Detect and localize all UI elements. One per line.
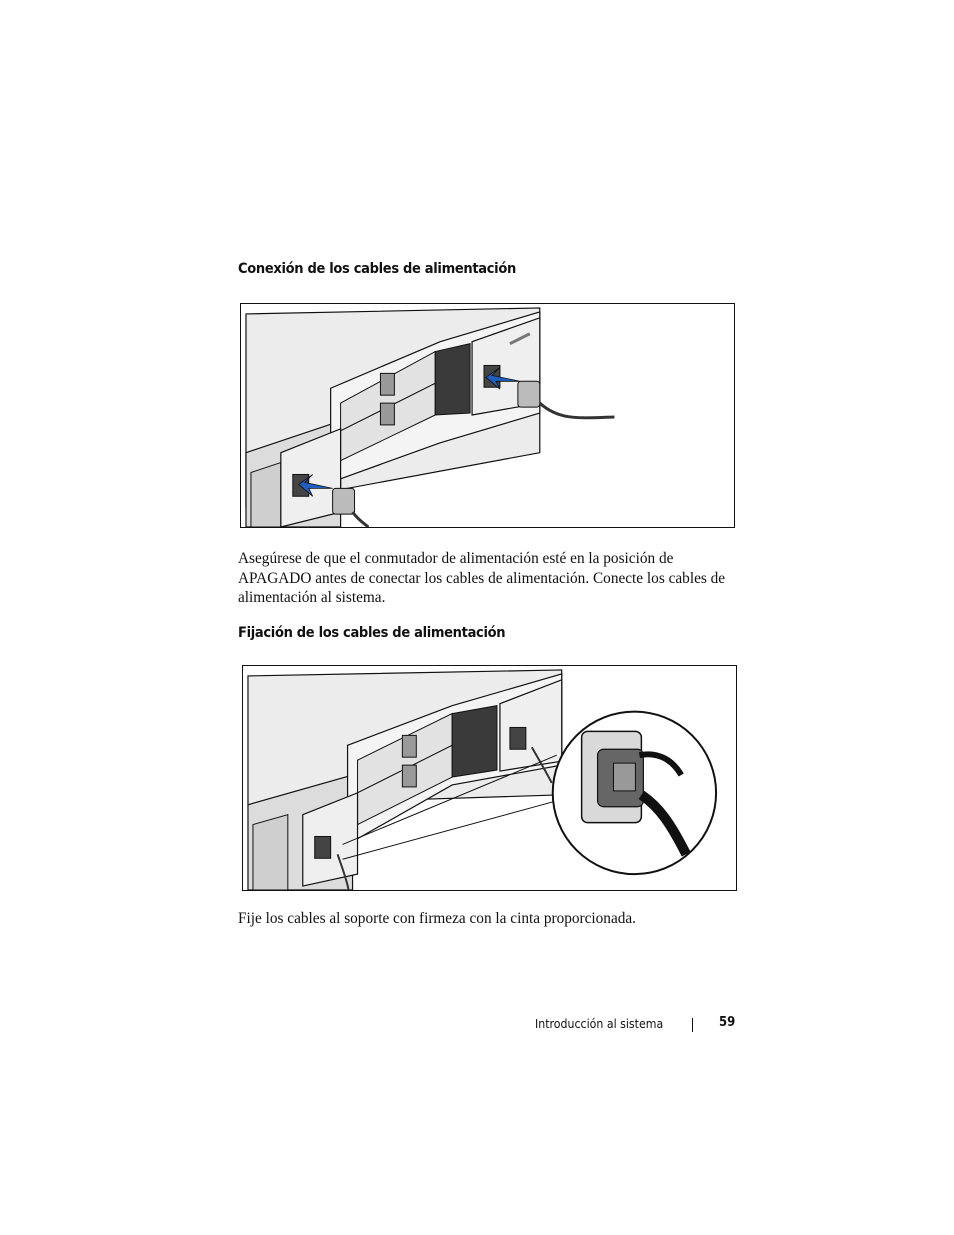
footer-separator — [692, 1018, 693, 1032]
paragraph-secure-power: Fije los cables al soporte con firmeza con la cinta proporcionada. — [238, 910, 636, 927]
page-number: 59 — [719, 1015, 736, 1030]
illustration-power-connection — [241, 304, 734, 527]
section-heading-connect-power: Conexión de los cables de alimentación — [238, 261, 516, 277]
paragraph-connect-power: Asegúrese de que el conmutador de alimentación esté en la posición de APAGADO antes de conectar los cables de alimentación. Conecte los cables de alimentación al sistema. — [238, 550, 726, 606]
figure-connect-power-cables — [240, 303, 735, 528]
illustration-power-cable-strap — [243, 666, 736, 890]
section-heading-secure-power: Fijación de los cables de alimentación — [238, 625, 506, 641]
footer-section-title: Introducción al sistema — [535, 1016, 664, 1031]
figure-secure-power-cables — [242, 665, 737, 891]
